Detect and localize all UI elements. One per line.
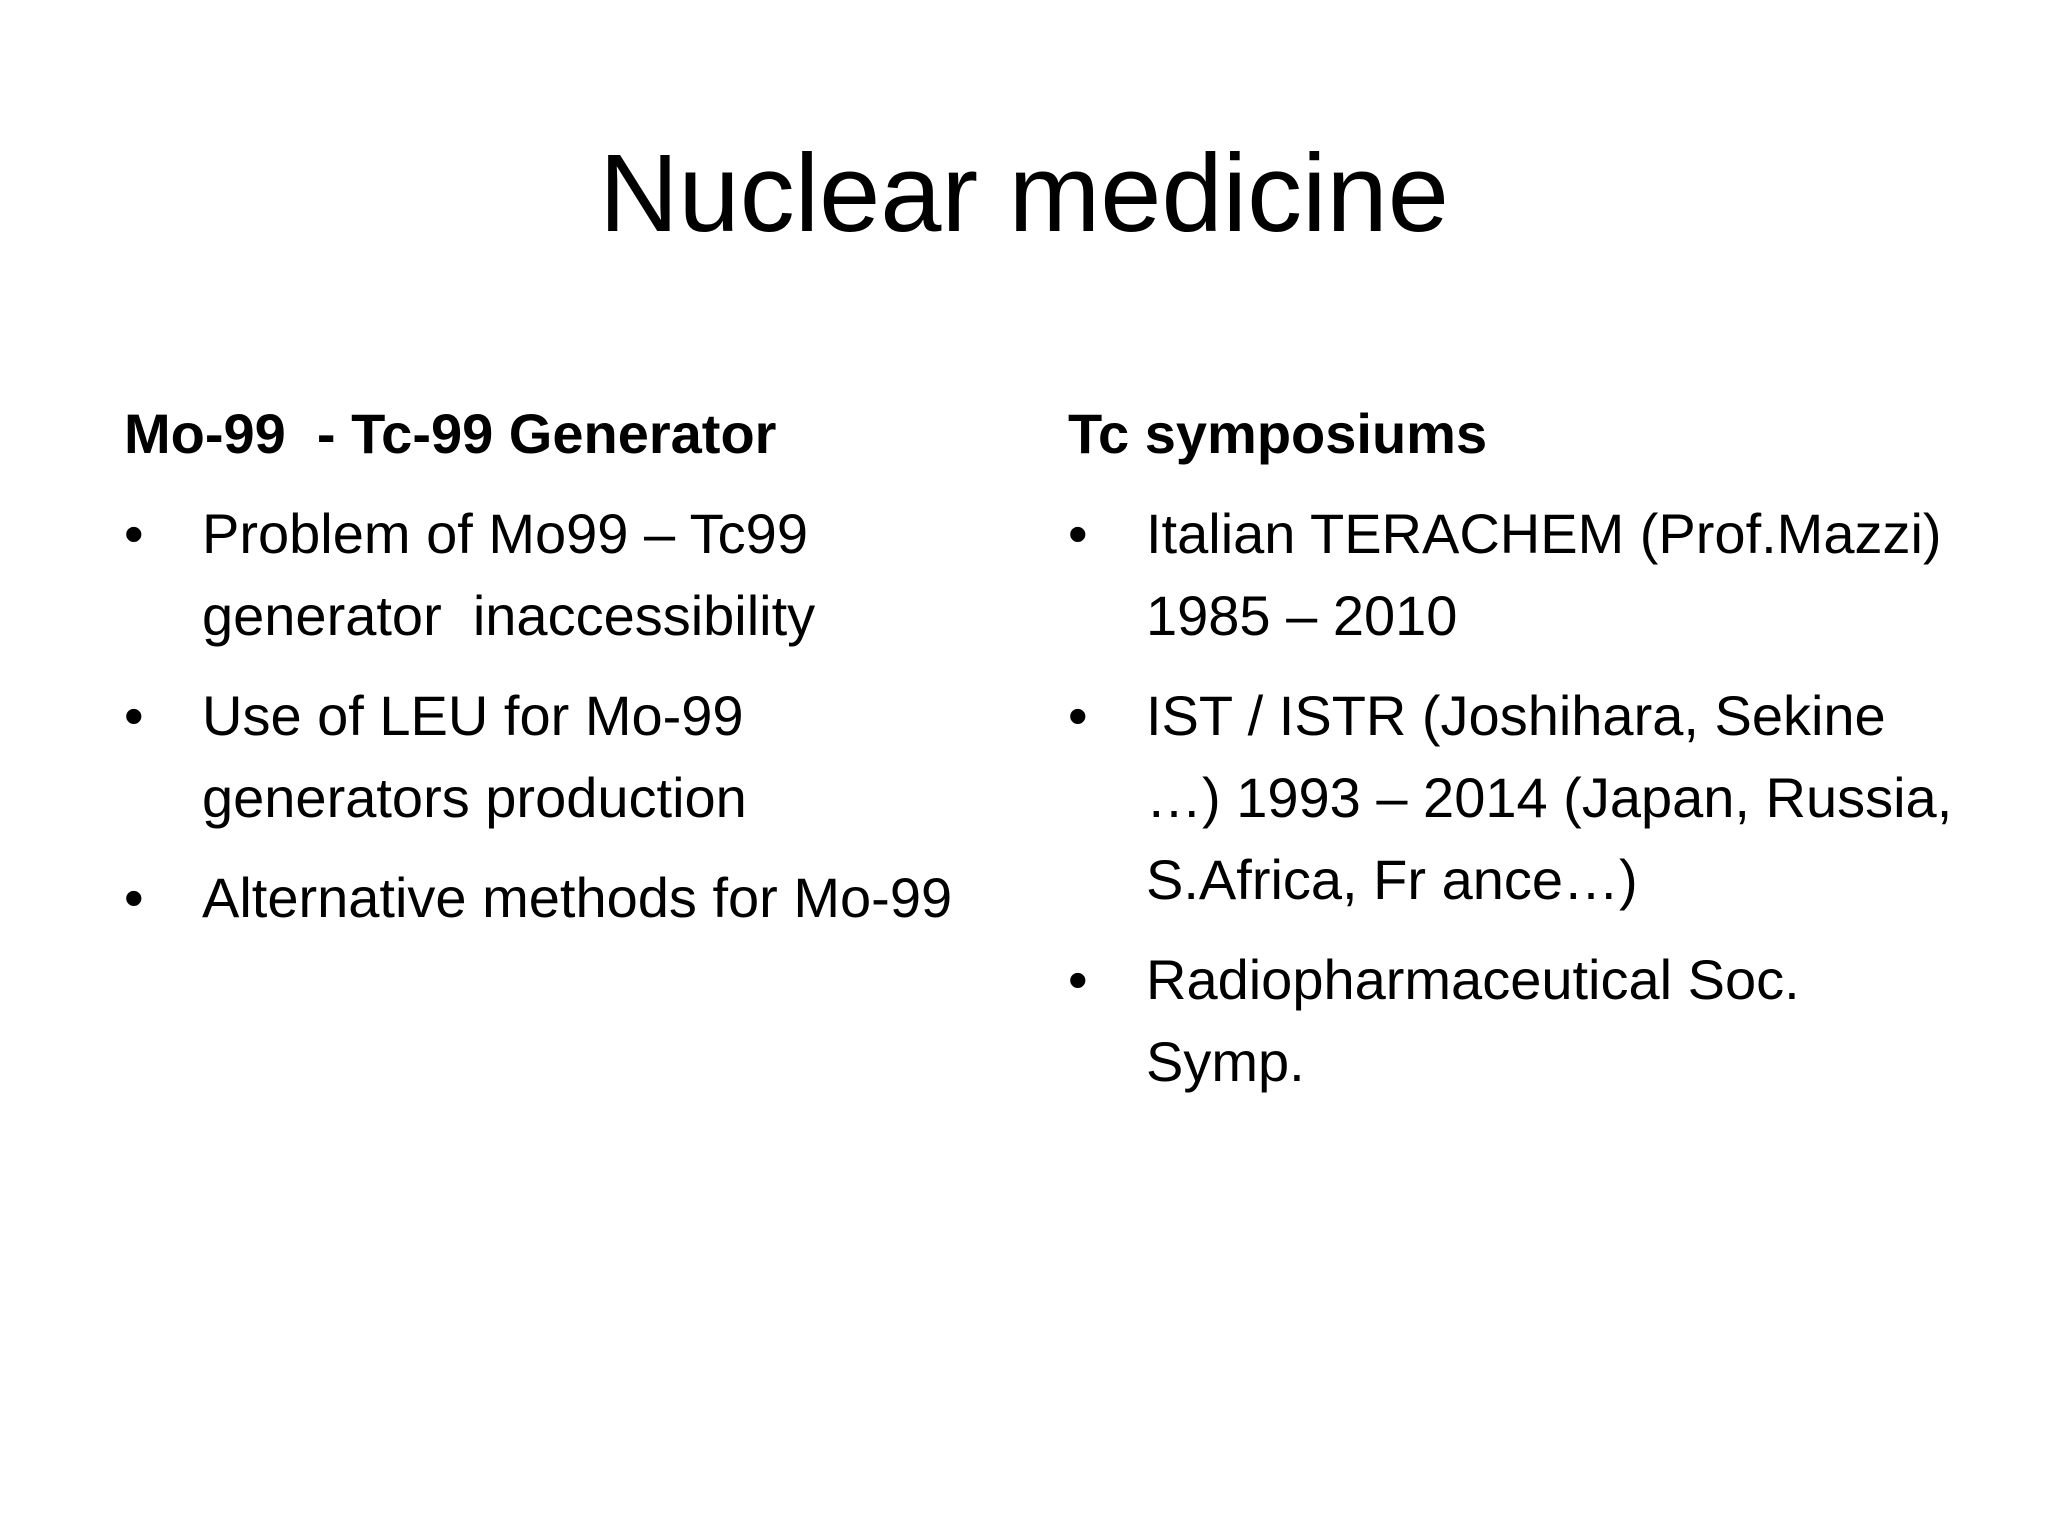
left-bullet-list [124,493,984,939]
slide-title: Nuclear medicine [599,132,1449,255]
list-item [124,857,984,939]
list-item [1068,493,1968,657]
bullet-icon: • [1068,502,1088,566]
bullet-icon: • [124,866,144,930]
right-bullet-list [1068,493,1968,1103]
right-column-heading: Tc symposiums [1068,402,1488,465]
list-item [1068,939,1968,1103]
list-item [124,493,984,657]
list-item [1068,675,1968,921]
bullet-icon: • [1068,948,1088,1012]
list-item-text: Use of LEU for Mo-99 generators production [202,684,760,830]
bullet-icon: • [124,502,144,566]
list-item [124,675,984,839]
list-item-text: Radiopharmaceutical Soc. Symp. [1146,948,1816,1094]
left-column [124,400,984,957]
left-column-heading: Mo-99 - Tc-99 Generator [124,402,777,465]
bullet-icon: • [124,684,144,748]
list-item-text: Italian TERACHEM (Prof.Mazzi) 1985 – 2010 [1146,502,1958,648]
right-column [1068,400,1968,1121]
list-item-text: Problem of Mo99 – Tc99 generator inaccessibility [202,502,824,648]
bullet-icon: • [1068,684,1088,748]
list-item-text: Alternative methods for Mo-99 [202,866,953,930]
list-item-text: IST / ISTR (Joshihara, Sekine …) 1993 – 2014 (Japan, Russia, S.Africa, Fr ance…) [1146,684,1968,912]
